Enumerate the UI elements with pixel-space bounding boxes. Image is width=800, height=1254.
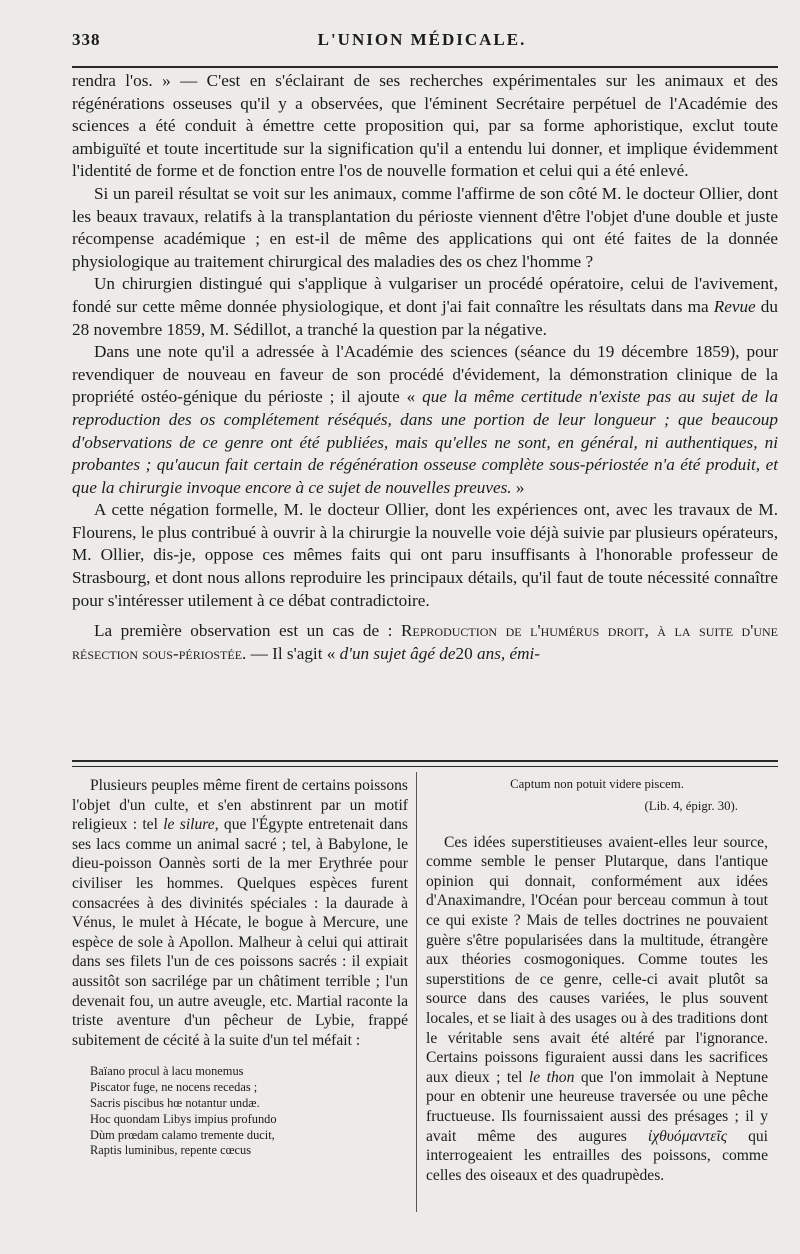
paragraph-1: rendra l'os. » — C'est en s'éclairant de ses recherches expérimentales sur les animaux et des régénérations osseuses qu'il y a observées, que l'éminent Secrétaire perpétuel de l'Académie des sciences a été conduit à émettre cette proposition qui, par sa forme aphoristique, exclut toute ambiguïté et toute incertitude sur la signification qu'il a entendu lui donner, et implique évidemment l'identité de forme et de fonction entre l'os de nouvelle formation et celui qui a été enlevé. <box>72 71 778 181</box>
p6-text-b: — Il s'agit « <box>246 643 340 663</box>
p6-italic: d'un sujet âgé de <box>339 643 456 663</box>
latin-verse <box>90 1064 408 1159</box>
left-paragraph <box>72 776 408 1050</box>
paragraph-5: A cette négation formelle, M. le docteur Ollier, dont les expériences ont, avec les travaux de M. Flourens, le plus contribué à ouvrir à la chirurgie la nouvelle voie déjà suivie par plusieurs opérateurs, M. Ollier, dis-je, oppose ces mêmes faits qui ont paru insuffisants à l'honorable professeur de Strasbourg, et dont nous allons reproduire les principaux détails, qu'il faut de toute nécessité connaître pour s'intéresser utilement à ce débat contradictoire. <box>72 500 778 610</box>
journal-title: L'UNION MÉDICALE. <box>317 30 527 49</box>
verse-line: Baïano procul à lacu monemus <box>90 1064 244 1079</box>
p4-quotation: que la même certitude n'existe pas au sujet de la reproduction des os complétement réséqués, dans une portion de leur longueur ; que beaucoup d'observations de ce genre ont été publiées, mais qu'elles ne sont, en général, ni authentiques, ni probantes ; qu'aucun fait certain de régénération osseuse complète sous-périostée n'a été produit, et que la chirurgie invoque encore à ce sujet de nouvelles preuves. <box>72 387 778 497</box>
right-italic: le thon <box>528 1068 575 1086</box>
header-rule <box>72 66 778 68</box>
paragraph-4 <box>72 341 778 499</box>
verse-line: Hoc quondam Libys impius profundo <box>90 1111 277 1126</box>
right-text-a: Ces idées superstitieuses avaient-elles leur source, comme semble le penser Plutarque, dans l'antique opinion qui donnait, conformément aux idées d'Anaximandre, l'Océan pour berceau commun à tout ce qui existe ? Mais de telles doctrines ne pouvaient guère s'être popularisées dans la multitude, étrangère aux théories cosmogoniques. Comme toutes les superstitions de ce genre, celle-ci avait plutôt sa source dans des causes variées, le plus souvent locales, et se liait à des usages ou à des traditions dont le véritable sens avait été altéré par l'ignorance. Certains poissons figuraient aussi dans les sacrifices aux dieux ; tel <box>426 833 768 1086</box>
epigraph-source: (Lib. 4, épigr. 30). <box>644 799 738 813</box>
verse-line: Dùm prœdam calamo tremente ducit, <box>90 1127 275 1142</box>
paragraph-6 <box>72 620 778 665</box>
verse-line: Raptis luminibus, repente cœcus <box>90 1143 252 1158</box>
p6-age: 20 <box>455 643 473 663</box>
running-header <box>72 30 772 58</box>
p4-text-a: Dans une note qu'il a adressée à l'Académie des sciences (séance du 19 décembre 1859), pour revendiquer de nouveau en faveur de son procédé d'évidement, la démonstration clinique de la propriété ostéo-génique du périoste ; il ajoute « <box>72 342 778 407</box>
verse-line: Sacris piscibus hœ notantur undæ. <box>90 1095 260 1110</box>
column-divider <box>416 772 417 1212</box>
greek-word: ἰχθυόμαντεῖς <box>647 1127 728 1145</box>
p3-text-b: du 28 novembre 1859, M. Sédillot, a tranché la question par la négative. <box>72 296 778 339</box>
verse-line: Piscator fuge, ne nocens recedas ; <box>90 1080 258 1095</box>
paragraph-3 <box>72 273 778 341</box>
paragraph-2: Si un pareil résultat se voit sur les animaux, comme l'affirme de son côté M. le docteur Ollier, dont les beaux travaux, relatifs à la transplantation du périoste viennent d'être l'objet d'une double et juste récompense académique ; en est-il de même des applications qui ont été faites de la donnée physiologique au traitement chirurgical des maladies des os chez l'homme ? <box>72 183 778 271</box>
p3-revue: Revue <box>713 296 756 316</box>
feuilleton-rule <box>72 760 778 767</box>
p6-text-a: La première observation est un cas de : <box>94 621 401 641</box>
feuilleton-right-column <box>426 776 768 1185</box>
left-text-b: que l'Égypte entretenait dans ses lacs comme un animal sacré ; tel, à Babylone, le dieu-poisson Oannès sorti de la mer Erythrée pour civiliser les hommes. Quelques espèces furent consacrées à des divinités spéciales : la daurade à Vénus, le mulet à Hécate, le bogue à Mercure, une espèce de sole à Apollon. Malheur à celui qui attirait dans ses filets l'un de ces poissons sacrés : il expiait aussitôt son sacrilége par un châtiment terrible ; l'un devenait fou, un autre aveugle, etc. Martial raconte la triste aventure d'un pêcheur de Lybie, frappé subitement de cécité à la suite d'un tel méfait : <box>72 816 408 1049</box>
feuilleton-left-column <box>72 776 408 1159</box>
p4-end: » <box>511 477 525 497</box>
left-italic: le silure, <box>163 816 219 834</box>
page-number: 338 <box>72 30 101 49</box>
right-paragraph <box>426 833 768 1186</box>
epigraph: Captum non potuit videre piscem. <box>510 777 684 791</box>
right-text-b: que l'on immolait à Neptune pour en obtenir une heureuse traversée ou une pêche fructueuse. Ils fournissaient aussi des présages ; il y avait même des augures <box>426 1068 768 1145</box>
right-text-c: qui interrogeaient les entrailles des poissons, comme celles des oiseaux et des quadrupèdes. <box>426 1127 769 1184</box>
p6-observation-title: Reproduction de l'humérus droit, à la suite d'une résection sous-périostée. <box>72 621 778 663</box>
main-article <box>72 70 778 665</box>
p6-italic-2: ans, émi- <box>472 643 541 663</box>
p3-text-a: Un chirurgien distingué qui s'applique à vulgariser un procédé opératoire, celui de l'avivement, fondé sur cette même donnée physiologique, et dont j'ai fait connaître les résultats dans ma <box>72 274 778 316</box>
left-text-a: Plusieurs peuples même firent de certains poissons l'objet d'un culte, et s'en abstinrent par un motif religieux : tel <box>72 777 408 834</box>
